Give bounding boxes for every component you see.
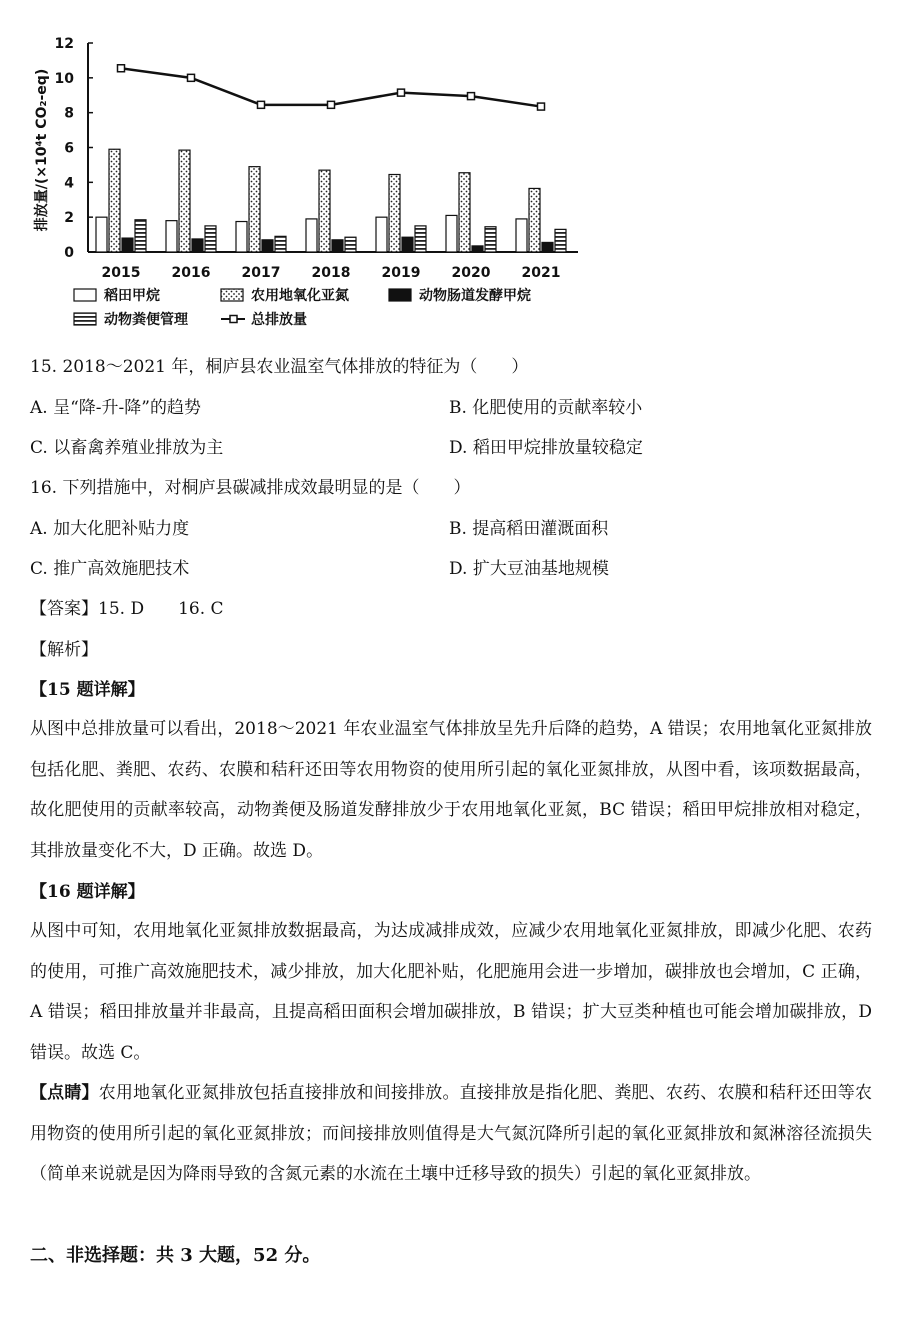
q15-option-c: C. 以畜禽养殖业排放为主 — [30, 438, 224, 458]
bar-stripes — [135, 220, 146, 252]
bar-black — [192, 239, 203, 252]
bar-dots — [319, 170, 330, 252]
bar-black — [402, 237, 413, 252]
legend-swatch-stripes — [74, 313, 96, 325]
q16-option-d: D. 扩大豆油基地规模 — [449, 559, 609, 579]
legend-label: 动物肠道发酵甲烷 — [419, 288, 531, 304]
total-line-point — [538, 103, 545, 110]
y-axis-label: 排放量/(×10⁴t CO₂-eq) — [34, 68, 50, 232]
q16-option-a: A. 加大化肥补贴力度 — [30, 519, 190, 539]
y-tick-label: 6 — [64, 140, 74, 157]
legend-label: 总排放量 — [251, 312, 307, 328]
bar-stripes — [275, 236, 286, 252]
bar-white — [166, 221, 177, 252]
bar-white — [376, 217, 387, 252]
y-tick-label: 2 — [64, 210, 74, 227]
total-line-point — [398, 89, 405, 96]
legend-swatch-black — [389, 289, 411, 301]
legend-swatch-dots — [221, 289, 243, 301]
bar-black — [542, 242, 553, 252]
q15-option-a: A. 呈“降-升-降”的趋势 — [30, 398, 201, 418]
detail16-text: 从图中可知，农用地氧化亚氮排放数据最高，为达成减排成效，应减少农用地氧化亚氮排放，即减少化肥、农药的使用，可推广高效施肥技术，减少排放，加大化肥补贴，化肥施用会进一步增加，碳排放也会增加，C 正确，A 错误；稻田排放量并非最高，且提高稻田面积会增加碳排放，B 错误；扩大豆类种植也可能会增加碳排放，D 错误。故选 C。 — [30, 921, 872, 1063]
bar-white — [306, 219, 317, 252]
tip-label: 【点睛】 — [30, 1083, 99, 1103]
bar-dots — [179, 150, 190, 252]
bar-white — [446, 215, 457, 252]
y-tick-label: 0 — [64, 245, 74, 261]
tip-text: 农用地氧化亚氮排放包括直接排放和间接排放。直接排放是指化肥、粪肥、农药、农膜和秸秆还田等农用物资的使用所引起的氧化亚氮排放；而间接排放则值得是大气氮沉降所引起的氧化亚氮排放和氮淋溶径流损失（简单来说就是因为降雨导致的含氮元素的水流在土壤中迁移导致的损失）引起的氧化亚氮排放。 — [30, 1083, 872, 1184]
total-line-point — [328, 101, 335, 108]
analysis-label: 【解析】 — [30, 640, 98, 660]
chart-total-line — [118, 65, 545, 110]
detail15-title: 【15 题详解】 — [30, 680, 145, 700]
chart-legend — [74, 287, 531, 328]
x-tick-label: 2018 — [311, 265, 351, 281]
bar-stripes — [205, 226, 216, 252]
bar-dots — [389, 174, 400, 252]
x-tick-label: 2020 — [451, 265, 491, 281]
y-tick-label: 10 — [54, 70, 74, 87]
x-tick-label: 2021 — [521, 265, 561, 281]
total-line-point — [468, 93, 475, 100]
q15-option-b: B. 化肥使用的贡献率较小 — [449, 398, 643, 418]
legend-label: 动物粪便管理 — [104, 312, 188, 328]
y-tick-label: 8 — [64, 105, 74, 122]
detail15-text: 从图中总排放量可以看出，2018～2021 年农业温室气体排放呈先升后降的趋势，A 错误；农用地氧化亚氮排放包括化肥、粪肥、农药、农膜和秸秆还田等农用物资的使用所引起的氧化亚氮排放，从图中看，该项数据最高，故化肥使用的贡献率较高，动物粪便及肠道发酵排放少于农用地氧化亚氮，BC 错误；稻田甲烷排放相对稳定，其排放量变化不大，D 正确。故选 D。 — [30, 719, 872, 861]
legend-label: 农用地氧化亚氮 — [251, 288, 349, 304]
bar-white — [516, 219, 527, 252]
bar-white — [96, 217, 107, 252]
x-tick-label: 2015 — [101, 265, 141, 281]
y-tick-label: 4 — [64, 175, 74, 192]
bar-dots — [109, 149, 120, 252]
bar-dots — [459, 173, 470, 252]
bar-stripes — [345, 237, 356, 252]
total-line-point — [118, 65, 125, 72]
total-line-point — [258, 101, 265, 108]
detail16-title: 【16 题详解】 — [30, 882, 145, 902]
q16-option-c: C. 推广高效施肥技术 — [30, 559, 190, 579]
bar-dots — [529, 188, 540, 252]
legend-label: 稻田甲烷 — [104, 288, 160, 304]
total-line-point — [188, 74, 195, 81]
y-tick-label: 12 — [54, 36, 74, 52]
answer-line: 【答案】15. D 16. C — [30, 599, 224, 619]
q15-stem: 15. 2018～2021 年，桐庐县农业温室气体排放的特征为（ ） — [30, 357, 529, 377]
legend-swatch-white — [74, 289, 96, 301]
q16-stem: 16. 下列措施中，对桐庐县碳减排成效最明显的是（ ） — [30, 478, 471, 498]
bar-black — [262, 240, 273, 252]
bar-stripes — [555, 229, 566, 252]
bar-black — [472, 246, 483, 252]
section-2-heading: 二、非选择题：共 3 大题，52 分。 — [30, 1245, 321, 1266]
legend-line-marker — [230, 316, 237, 323]
bar-white — [236, 222, 247, 252]
bar-stripes — [415, 226, 426, 252]
bar-dots — [249, 167, 260, 252]
x-tick-label: 2019 — [381, 265, 421, 281]
chart-bars — [96, 149, 566, 252]
x-tick-label: 2016 — [171, 265, 211, 281]
emission-chart — [0, 0, 900, 345]
x-tick-label: 2017 — [241, 265, 281, 281]
bar-black — [122, 238, 133, 252]
tip-paragraph — [30, 1073, 872, 1195]
q15-option-d: D. 稻田甲烷排放量较稳定 — [449, 438, 643, 458]
q16-option-b: B. 提高稻田灌溉面积 — [449, 519, 609, 539]
bar-black — [332, 240, 343, 252]
bar-stripes — [485, 227, 496, 252]
